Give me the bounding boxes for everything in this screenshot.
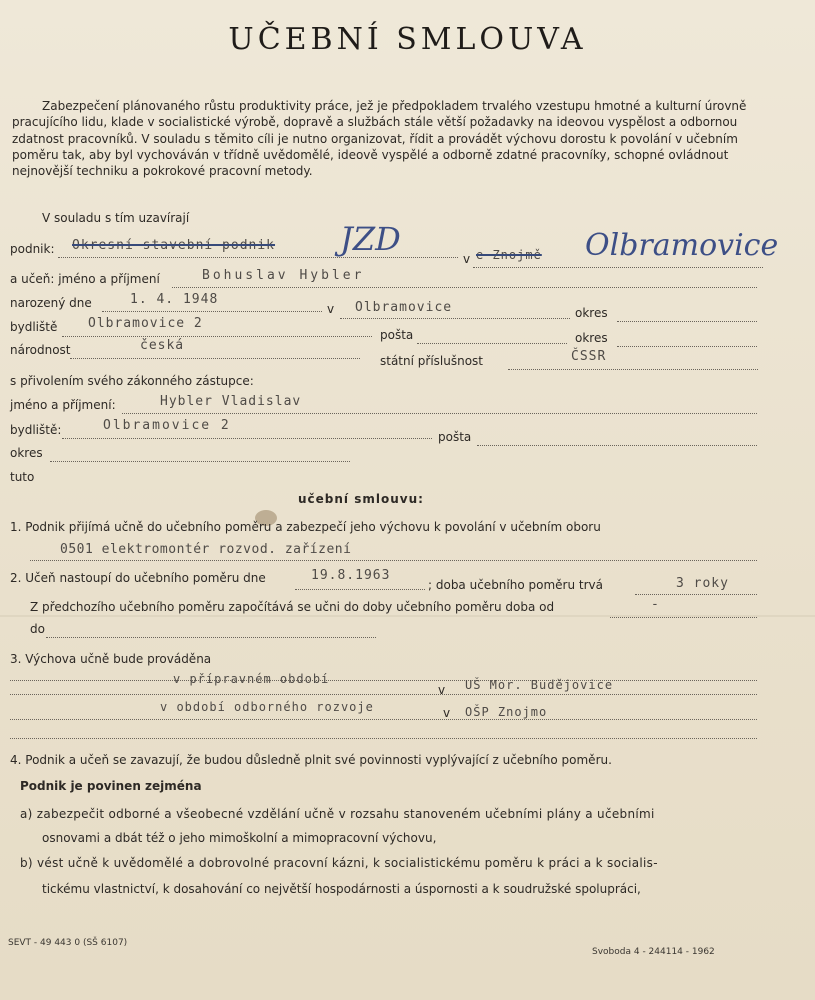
document-title: UČEBNÍ SMLOUVA xyxy=(228,22,587,57)
section-3-period-1: v přípravném období xyxy=(173,672,330,686)
podnik-v-handwritten: Olbramovice xyxy=(585,228,779,263)
narodnost-label: národnost xyxy=(10,343,71,357)
narodnost-value: česká xyxy=(140,338,185,353)
subtitle: učební smlouvu: xyxy=(298,492,424,506)
zastupce-label: jméno a příjmení: xyxy=(10,398,116,412)
ucen-label: a učeň: jméno a příjmení xyxy=(10,272,160,286)
section-2-text: 2. Učeň nastoupí do učebního poměru dne xyxy=(10,571,266,585)
podnik-v-struck: e Znojmě xyxy=(476,248,542,262)
section-3-text: 3. Výchova učně bude prováděna xyxy=(10,652,212,666)
narozeny-v-value: Olbramovice xyxy=(355,300,453,315)
clause-a-line-2: osnovami a dbát též o jeho mimoškolní a mimopracovní výchovu, xyxy=(42,831,437,845)
podnik-label: podnik: xyxy=(10,242,55,256)
statni-value: ČSSR xyxy=(571,349,607,364)
narozeny-value: 1. 4. 1948 xyxy=(130,292,219,307)
podnik-printed-struck: Okresní stavební podnik xyxy=(72,238,276,253)
clause-a-line-1: a) zabezpečit odborné a všeobecné vzdělání učně v rozsahu stanoveném učebními plány a učebními xyxy=(20,807,655,821)
section-1-value: 0501 elektromontér rozvod. zařízení xyxy=(60,542,352,557)
okres-label: okres xyxy=(575,306,608,320)
section-3-place-2: OŠP Znojmo xyxy=(465,705,548,719)
clause-b-line-2: tickému vlastnictví, k dosahování co největší hospodárnosti a úspornosti a k soudružské spolupráci, xyxy=(42,882,641,896)
ucen-value: Bohuslav Hybler xyxy=(202,268,365,283)
clause-b-line-1: b) vést učně k uvědomělé a dobrovolné pracovní kázni, k socialistickému poměru k práci a k socialis- xyxy=(20,856,658,870)
section-2-duration: 3 roky xyxy=(676,576,729,591)
section-3-place-1: UŠ Mor. Budějovice xyxy=(465,678,614,692)
zastupce-posta-label: pošta xyxy=(438,430,472,444)
section-2-date: 19.8.1963 xyxy=(311,568,391,583)
zastupce-bydliste-value: Olbramovice 2 xyxy=(103,418,231,433)
section-3-v2: v xyxy=(443,706,451,720)
podnik-povinen-heading: Podnik je povinen zejména xyxy=(20,779,202,793)
section-3-period-2: v období odborného rozvoje xyxy=(160,700,374,714)
podnik-v-label: v xyxy=(463,252,471,266)
footer-left: SEVT - 49 443 0 (SŠ 6107) xyxy=(8,938,128,948)
statni-label: státní příslušnost xyxy=(380,354,484,368)
bydliste-value: Olbramovice 2 xyxy=(88,316,203,331)
posta-label: pošta xyxy=(380,328,414,342)
section-3-v1: v xyxy=(438,683,446,697)
section-2-duration-label: ; doba učebního poměru trvá xyxy=(428,578,603,592)
narozeny-v-label: v xyxy=(327,302,335,316)
footer-right: Svoboda 4 - 244114 - 1962 xyxy=(592,947,715,957)
narozeny-label: narozený dne xyxy=(10,296,92,310)
intro-paragraph: Zabezpečení plánovaného růstu produktivity práce, jež je předpokladem trvalého vzestupu hmotné a kulturní úrovně pracujícího lidu, klade v socialistické výrobě, dopravě a službách stále větší požadavky na ideovou vyspělost a odbornou zdatnost pracovníků. V souladu s těmito cíli je nutno organizovat, řídit a provádět výchovu dorostu k povolání v učebním poměru tak, aby byl vychováván v třídně uvědomělé, ideově vyspělé a odborně zdatné pracovníky, schopné ovládnout nejnovější techniku a pokrokové pracovní metody. xyxy=(12,99,747,179)
agreement-intro: V souladu s tím uzavírají xyxy=(42,211,190,225)
section-2-od: - xyxy=(651,597,660,612)
zastupce-okres-label: okres xyxy=(10,446,43,460)
zastupce-bydliste-label: bydliště: xyxy=(10,423,62,437)
bydliste-label: bydliště xyxy=(10,320,58,334)
section-1-text: 1. Podnik přijímá učně do učebního poměru a zabezpečí jeho výchovu k povolání v učebním oboru xyxy=(10,520,601,534)
privoleni-text: s přivolením svého zákonného zástupce: xyxy=(10,374,254,388)
section-2-prior: Z předchozího učebního poměru započítává se učni do doby učebního poměru doba od xyxy=(30,600,555,614)
section-2-do: do xyxy=(30,622,45,636)
okres2-label: okres xyxy=(575,331,608,345)
section-4-text: 4. Podnik a učeň se zavazují, že budou důsledně plnit své povinnosti vyplývající z učebního poměru. xyxy=(10,753,612,767)
podnik-handwritten: JZD xyxy=(340,220,401,258)
tuto-label: tuto xyxy=(10,470,35,484)
zastupce-value: Hybler Vladislav xyxy=(160,394,302,409)
